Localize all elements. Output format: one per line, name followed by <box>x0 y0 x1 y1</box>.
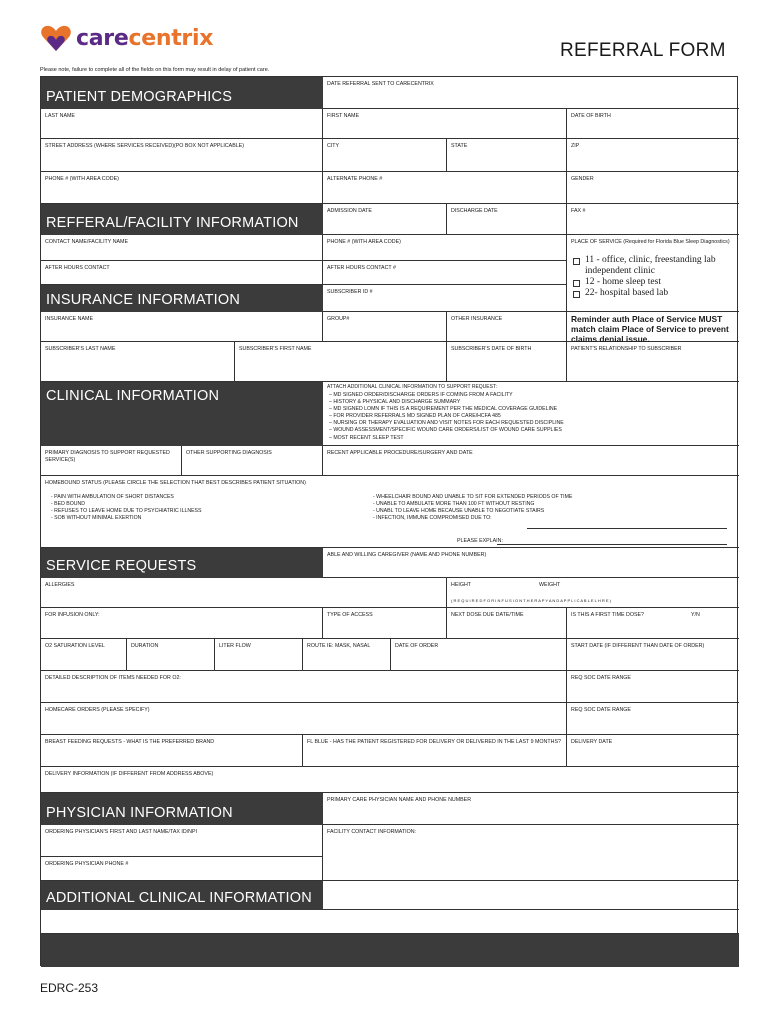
relationship-field[interactable] <box>567 342 739 382</box>
next-dose-field[interactable] <box>447 608 567 639</box>
yn-label: Y/N <box>691 612 700 618</box>
checkbox-icon[interactable] <box>573 280 580 287</box>
field-label: PLACE OF SERVICE (Required for Florida Blue Sleep Diagnostics) <box>571 239 730 245</box>
infection-input-line[interactable] <box>527 528 727 529</box>
o2-items-field[interactable] <box>41 671 567 703</box>
contact-name-field[interactable] <box>41 235 323 261</box>
section-title: ADDITIONAL CLINICAL INFORMATION <box>46 890 312 906</box>
homebound-option[interactable]: - WHEELCHAIR BOUND AND UNABLE TO SIT FOR EXTENDED PERIODS OF TIME <box>373 494 573 500</box>
form-grid <box>40 76 738 966</box>
after-hours-num-field[interactable] <box>323 261 567 285</box>
field-label: FACILITY CONTACT INFORMATION: <box>327 829 417 835</box>
route-field[interactable] <box>303 639 391 671</box>
start-date-field[interactable] <box>567 639 739 671</box>
section-title: SERVICE REQUESTS <box>46 558 197 574</box>
field-label: BREAST FEEDING REQUESTS - WHAT IS THE PREFERRED BRAND <box>45 739 215 745</box>
attach-item-text: NURSING OR THERAPY EVALUATION AND VISIT NOTES FOR EACH REQUESTED DISCIPLINE <box>333 420 564 427</box>
field-label: ALTERNATE PHONE # <box>327 176 383 182</box>
field-label: ROUTE IE: MASK, NASAL <box>307 643 371 649</box>
attach-item: – MD SIGNED ORDER/DISCHARGE ORDERS IF COMING FROM A FACILITY <box>329 392 513 398</box>
field-label: FOR INFUSION ONLY: <box>45 612 100 618</box>
field-label: FAX # <box>571 208 586 214</box>
homebound-option[interactable]: - BED BOUND <box>51 501 86 508</box>
city-field[interactable] <box>323 139 447 172</box>
homebound-option[interactable]: - SOB WITHOUT MINIMAL EXERTION <box>51 515 142 522</box>
option-label: 22- hospital based lab <box>585 288 669 298</box>
street-address-field[interactable] <box>41 139 323 172</box>
attach-item-text: MD SIGNED ORDER/DISCHARGE ORDERS IF COMING FROM A FACILITY <box>333 392 513 398</box>
field-label: AFTER HOURS CONTACT # <box>327 265 396 271</box>
section-insurance <box>41 285 323 312</box>
logo-part-care: care <box>76 25 129 51</box>
explain-input-line[interactable] <box>497 544 727 545</box>
logo-wordmark <box>76 26 213 51</box>
field-label: HOMEBOUND STATUS (PLEASE CIRCLE THE SELECTION THAT BEST DESCRIBES PATIENT SITUATION) <box>45 480 306 486</box>
field-label: AFTER HOURS CONTACT <box>45 265 110 271</box>
section-referral-facility <box>41 204 323 235</box>
field-label: PATIENT'S RELATIONSHIP TO SUBSCRIBER <box>571 346 682 352</box>
field-label: PRIMARY DIAGNOSIS TO SUPPORT REQUESTED SERVICE(S) <box>45 450 170 463</box>
attach-item-text: FOR PROVIDER REFERRALS MD SIGNED PLAN OF CARE/HCFA 485 <box>333 413 501 420</box>
field-label: DATE REFERRAL SENT TO CARECENTRIX <box>327 81 434 87</box>
field-label: REQ SOC DATE RANGE <box>571 675 631 681</box>
date-of-order-field[interactable] <box>391 639 567 671</box>
field-label: DATE OF BIRTH <box>571 113 611 119</box>
infusion-only-field[interactable] <box>41 608 323 639</box>
field-label: IS THIS A FIRST TIME DOSE? <box>571 612 644 618</box>
form-title: REFERRAL FORM <box>560 40 726 61</box>
homebound-option[interactable]: - UNABL TO LEAVE HOME BECAUSE UNABLE TO NEGOTIATE STAIRS <box>373 508 545 515</box>
field-label: FIRST NAME <box>327 113 359 119</box>
field-label: OTHER SUPPORTING DIAGNOSIS <box>186 450 272 456</box>
field-label: DELIVERY INFORMATION (IF DIFFERENT FROM ADDRESS ABOVE) <box>45 771 214 777</box>
type-access-field[interactable] <box>323 608 447 639</box>
field-label: SUBSCRIBER'S FIRST NAME <box>239 346 312 352</box>
gender-field[interactable] <box>567 172 739 204</box>
attach-item: – WOUND ASSESSMENT/SPECIFIC WOUND CARE ORDERS/LIST OF WOUND CARE SUPPLIES <box>329 427 562 434</box>
company-logo <box>40 22 213 54</box>
req-soc-date-range-2[interactable] <box>567 703 739 735</box>
section-title: REFFERAL/FACILITY INFORMATION <box>46 215 299 231</box>
field-label: O2 SATURATION LEVEL <box>45 643 105 649</box>
section-physician <box>41 793 323 825</box>
place-of-service-options <box>573 255 735 299</box>
field-label: REQ SOC DATE RANGE <box>571 707 631 713</box>
homebound-option[interactable]: - UNABLE TO AMBULATE MORE THAN 100 FT WITHOUT RESTING <box>373 501 535 508</box>
homebound-right-list <box>373 494 572 522</box>
delivery-info-field[interactable] <box>41 767 739 793</box>
field-label: DISCHARGE DATE <box>451 208 498 214</box>
field-label: FL BLUE - HAS THE PATIENT REGISTERED FOR DELIVERY OR DELIVERED IN THE LAST 9 MONTHS? <box>307 739 561 745</box>
field-label: ABLE AND WILLING CAREGIVER (NAME AND PHONE NUMBER) <box>327 552 487 558</box>
field-label: GROUP# <box>327 316 350 322</box>
field-label: INSURANCE NAME <box>45 316 93 322</box>
last-name-field[interactable] <box>41 109 323 139</box>
insurance-name-field[interactable] <box>41 312 323 342</box>
facility-contact-field[interactable] <box>323 825 739 881</box>
subscriber-id-field[interactable] <box>323 285 567 312</box>
breast-feeding-field[interactable] <box>41 735 303 767</box>
section-additional-clinical <box>41 881 323 910</box>
reminder-text: Reminder auth Place of Service MUST match claim Place of Service to prevent claims denial issue. <box>571 314 729 344</box>
first-dose-field[interactable] <box>567 608 739 639</box>
field-label: STATE <box>451 143 468 149</box>
section-title: PATIENT DEMOGRAPHICS <box>46 89 233 105</box>
field-label: RECENT APPLICABLE PROCEDURE/SURGERY AND DATE <box>327 450 473 456</box>
phone-field[interactable] <box>41 172 323 204</box>
checkbox-icon[interactable] <box>573 258 580 265</box>
o2-saturation-field[interactable] <box>41 639 127 671</box>
pos-option-12[interactable] <box>573 277 735 288</box>
section-service-requests <box>41 548 323 578</box>
attach-item-text: WOUND ASSESSMENT/SPECIFIC WOUND CARE ORDERS/LIST OF WOUND CARE SUPPLIES <box>333 427 562 434</box>
liter-flow-field[interactable] <box>215 639 303 671</box>
attach-list <box>329 392 735 442</box>
section-title: CLINICAL INFORMATION <box>46 388 220 404</box>
please-explain-label: PLEASE EXPLAIN: <box>457 538 503 544</box>
attach-item: – HISTORY & PHYSICAL AND DISCHARGE SUMMARY <box>329 399 461 406</box>
field-label: ADMISSION DATE <box>327 208 372 214</box>
field-label: CONTACT NAME/FACILITY NAME <box>45 239 128 245</box>
field-label: NEXT DOSE DUE DATE/TIME <box>451 612 524 618</box>
field-label: DETAILED DESCRIPTION OF ITEMS NEEDED FOR O2: <box>45 675 181 681</box>
attach-item: – MOST RECENT SLEEP TEST <box>329 434 404 441</box>
field-label: GENDER <box>571 176 594 182</box>
height-weight-field[interactable] <box>447 578 739 608</box>
duration-field[interactable] <box>127 639 215 671</box>
ordering-physician-phone-field[interactable] <box>41 857 323 881</box>
field-label: START DATE (IF DIFFERENT THAN DATE OF ORDER) <box>571 643 705 649</box>
homebound-left-list <box>51 494 201 522</box>
field-label: HOMECARE ORDERS (PLEASE SPECIFY) <box>45 707 150 713</box>
place-of-service-block <box>567 235 739 312</box>
delivery-date-field[interactable] <box>567 735 739 767</box>
subscriber-last-name-field[interactable] <box>41 342 235 382</box>
heart-shape-logo-icon <box>40 23 72 53</box>
state-field[interactable] <box>447 139 567 172</box>
field-label: DELIVERY DATE <box>571 739 613 745</box>
field-label: PHONE # (WITH AREA CODE) <box>327 239 401 245</box>
attach-item-text: MOST RECENT SLEEP TEST <box>333 434 404 441</box>
other-diagnosis-field[interactable] <box>182 446 323 476</box>
fl-blue-field[interactable] <box>303 735 567 767</box>
field-label: ORDERING PHYSICIAN'S FIRST AND LAST NAME/TAX ID/NPI <box>45 829 198 835</box>
homebound-status-block <box>41 476 739 548</box>
reminder-box <box>567 312 739 342</box>
homebound-option[interactable]: - INFECTION, IMMUNE COMPROMISED DUE TO: <box>373 515 492 522</box>
additional-info-field[interactable] <box>41 910 739 934</box>
field-label: ZIP <box>571 143 580 149</box>
pcp-field[interactable] <box>323 793 739 825</box>
field-label: DATE OF ORDER <box>395 643 439 649</box>
section-title: PHYSICIAN INFORMATION <box>46 805 233 821</box>
option-label: 11 - office, clinic, freestanding lab independent clinic <box>585 255 716 276</box>
field-label: CITY <box>327 143 340 149</box>
group-field[interactable] <box>323 312 447 342</box>
option-label: 12 - home sleep test <box>585 277 661 287</box>
field-label: SUBSCRIBER'S DATE OF BIRTH <box>451 346 532 352</box>
field-label: ALLERGIES <box>45 582 75 588</box>
attach-info-block <box>323 382 739 446</box>
other-insurance-field[interactable] <box>447 312 567 342</box>
field-label: SUBSCRIBER ID # <box>327 289 373 295</box>
pos-option-22[interactable] <box>573 288 735 299</box>
attach-title: ATTACH ADDITIONAL CLINICAL INFORMATION TO SUPPORT REQUEST: <box>327 384 497 390</box>
pos-option-11[interactable] <box>573 255 735 277</box>
allergies-field[interactable] <box>41 578 447 608</box>
first-name-field[interactable] <box>323 109 567 139</box>
field-label: LAST NAME <box>45 113 75 119</box>
subscriber-first-name-field[interactable] <box>235 342 447 382</box>
caregiver-field[interactable] <box>323 548 739 578</box>
alt-phone-field[interactable] <box>323 172 567 204</box>
height-weight-note: ( R E Q U I R E D F O R I N F U S I O N T H E R A P Y A N D A P P L I C A B L E L H R E ) <box>451 598 611 603</box>
attach-item: – FOR PROVIDER REFERRALS MD SIGNED PLAN OF CARE/HCFA 485 <box>329 413 501 420</box>
additional-info-top[interactable] <box>323 881 739 910</box>
zip-field[interactable] <box>567 139 739 172</box>
dob-field[interactable] <box>567 109 739 139</box>
primary-diagnosis-field[interactable] <box>41 446 182 476</box>
homebound-option[interactable]: - PAIN WITH AMBULATION OF SHORT DISTANCES <box>51 494 174 500</box>
admission-date-field[interactable] <box>323 204 447 235</box>
field-label: ORDERING PHYSICIAN PHONE # <box>45 861 129 867</box>
date-referral-field[interactable] <box>323 77 739 109</box>
attach-item: – NURSING OR THERAPY EVALUATION AND VISIT NOTES FOR EACH REQUESTED DISCIPLINE <box>329 420 564 427</box>
field-label: TYPE OF ACCESS <box>327 612 373 618</box>
height-label: HEIGHT <box>451 582 472 588</box>
field-label: LITER FLOW <box>219 643 251 649</box>
facility-phone-field[interactable] <box>323 235 567 261</box>
notice-text: Please note, failure to complete all of the fields on this form may result in delay of patient care. <box>40 67 270 73</box>
after-hours-field[interactable] <box>41 261 323 285</box>
req-soc-date-range-1[interactable] <box>567 671 739 703</box>
section-title: INSURANCE INFORMATION <box>46 292 241 308</box>
weight-label: WEIGHT <box>539 582 561 588</box>
field-label: PRIMARY CARE PHYSICIAN NAME AND PHONE NUMBER <box>327 797 472 803</box>
discharge-date-field[interactable] <box>447 204 567 235</box>
field-label: DURATION <box>131 643 159 649</box>
homebound-option[interactable]: - REFUSES TO LEAVE HOME DUE TO PSYCHIATRIC ILLNESS <box>51 508 202 515</box>
section-clinical <box>41 382 323 446</box>
attach-item-text: HISTORY & PHYSICAL AND DISCHARGE SUMMARY <box>333 399 461 406</box>
recent-procedure-field[interactable] <box>323 446 739 476</box>
homecare-orders-field[interactable] <box>41 703 567 735</box>
field-label: STREET ADDRESS (WHERE SERVICES RECEIVED)(PO BOX NOT APPLICABLE) <box>45 143 244 149</box>
field-label: SUBSCRIBER'S LAST NAME <box>45 346 116 352</box>
field-label: PHONE # (WITH AREA CODE) <box>45 176 119 182</box>
form-code: EDRC-253 <box>40 981 99 995</box>
section-patient-demographics <box>41 77 323 109</box>
form-footer-bar <box>41 934 739 967</box>
ordering-physician-field[interactable] <box>41 825 323 857</box>
checkbox-icon[interactable] <box>573 291 580 298</box>
attach-item: – MD SIGNED LOMN IF THIS IS A REQUIREMENT PER THE MEDICAL COVERAGE GUIDELINE <box>329 406 558 413</box>
fax-field[interactable] <box>567 204 739 235</box>
attach-item-text: MD SIGNED LOMN IF THIS IS A REQUIREMENT PER THE MEDICAL COVERAGE GUIDELINE <box>333 406 558 413</box>
logo-part-centrix: centrix <box>128 25 214 51</box>
subscriber-dob-field[interactable] <box>447 342 567 382</box>
field-label: OTHER INSURANCE <box>451 316 503 322</box>
